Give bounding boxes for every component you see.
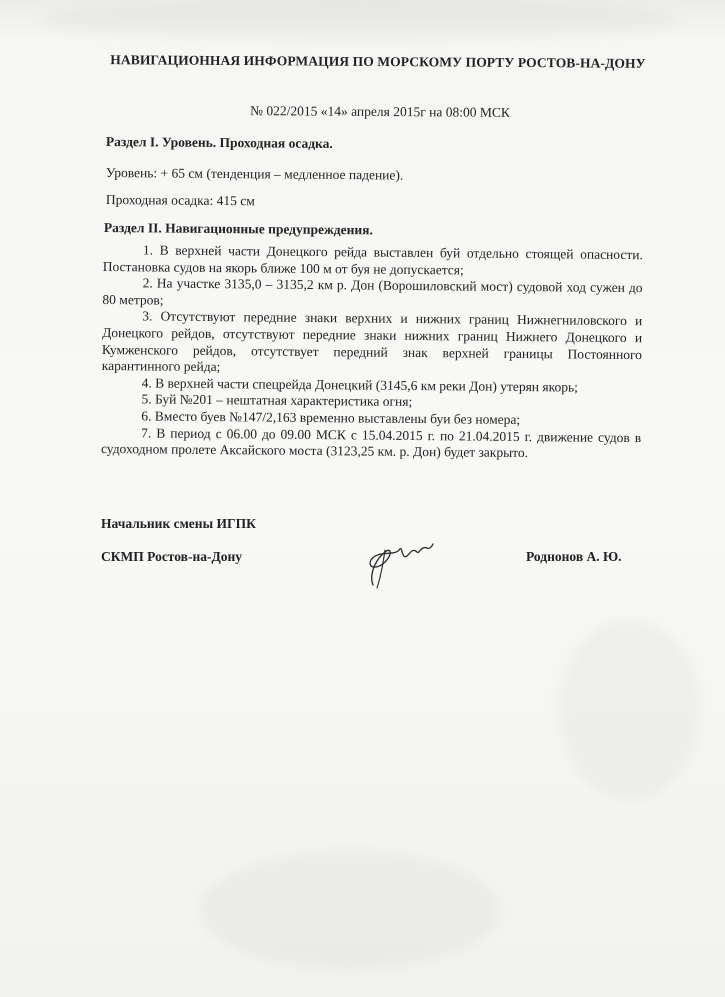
warning-item: 2. На участке 3135,0 – 3135,2 км р. Дон (Ворошиловский мост) судовой ход сужен до 80 метров;: [102, 275, 643, 308]
document-title: НАВИГАЦИОННАЯ ИНФОРМАЦИЯ ПО МОРСКОМУ ПОРТУ РОСТОВ-НА-ДОНУ: [110, 52, 646, 71]
warning-item: 4. В верхней части спецрейда Донецкий (3145,6 км реки Дон) утерян якорь;: [141, 375, 579, 395]
handwritten-signature: [355, 530, 445, 590]
scan-smudge: [560, 620, 700, 800]
warning-item: 6. Вместо буев №147/2,163 временно выставлены буи без номера;: [141, 408, 521, 427]
scan-smudge: [200, 850, 500, 970]
passage-draft-line: Проходная осадка: 415 см: [105, 192, 255, 209]
warning-item: 1. В верхней части Донецкого рейда выставлен буй отдельно стоящей опасности. Постановка судов на якорь ближе 100 м от буя не допускается;: [102, 242, 643, 278]
warning-item: 3. Отсутствуют передние знаки верхних и нижних границ Нижнегниловского и Донецкого рейдов, отсутствуют передние знаки нижних границ Нижнего Донецкого и Кумженского рейдов, отсутствует передний знак верхней границы Постоянного карантинного рейда;: [101, 308, 643, 375]
navigation-warnings-list: [101, 242, 643, 463]
water-level-line: Уровень: + 65 см (тенденция – медленное падение).: [105, 165, 404, 183]
section-2-heading: Раздел II. Навигационные предупреждения.: [103, 220, 373, 238]
warning-item: 5. Буй №201 – нештатная характеристика огня;: [141, 391, 413, 410]
issue-line: № 022/2015 «14» апреля 2015г на 08:00 МСК: [250, 103, 510, 120]
section-1-heading: Раздел I. Уровень. Проходная осадка.: [105, 134, 333, 151]
scan-smudge: [40, 0, 680, 40]
signature-role-title: Начальник смены ИГПК: [101, 516, 256, 531]
signature-organization: СКМП Ростов-на-Дону: [101, 549, 243, 564]
signatory-name: Роднонов А. Ю.: [526, 549, 622, 564]
warning-item: 7. В период с 06.00 до 09.00 МСК с 15.04.2015 г. по 21.04.2015 г. движение судов в судоходном пролете Аксайского моста (3123,25 км. р. Дон) будет закрыто.: [100, 424, 642, 461]
